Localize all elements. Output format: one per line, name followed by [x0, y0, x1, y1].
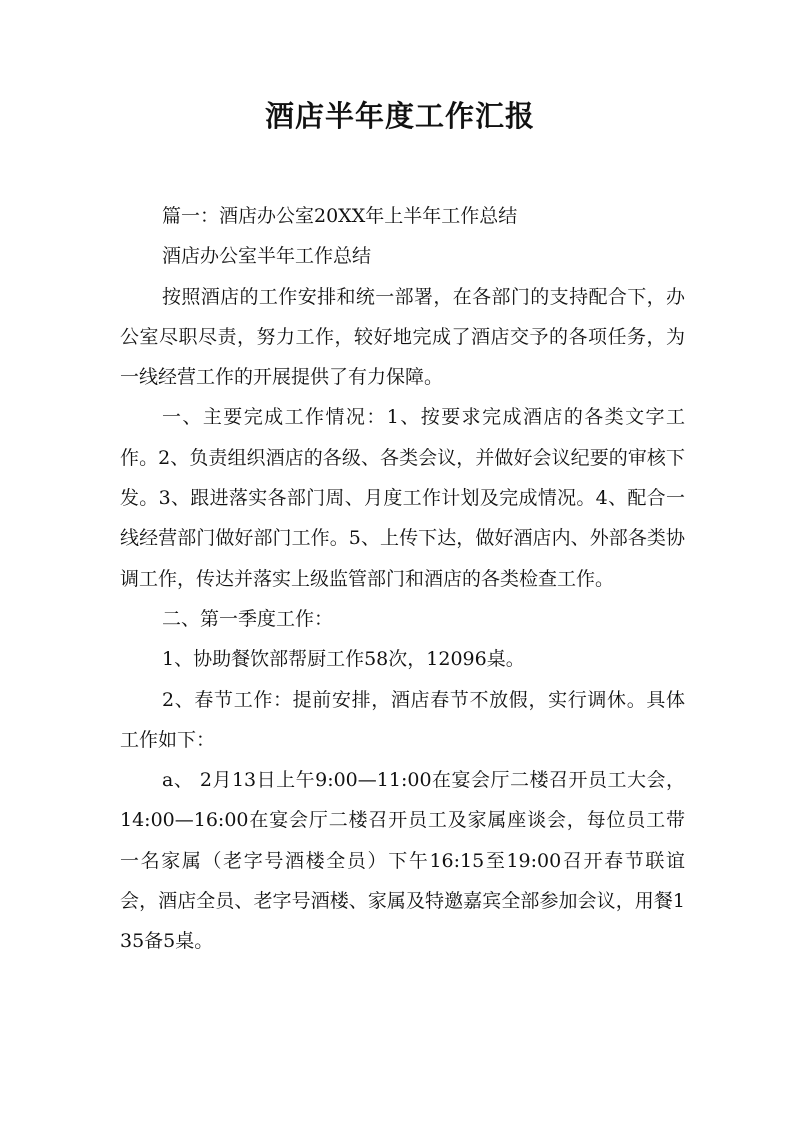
document-body	[120, 196, 685, 962]
first-quarter-heading: 二、第一季度工作：	[162, 607, 334, 630]
main-work-paragraph: 一、主要完成工作情况：1、按要求完成酒店的各类文字工作。2、负责组织酒店的各级、各类会议，并做好会议纪要的审核下发。3、跟进落实各部门周、月度工作计划及完成情况。4、配合一线经营部门做好部门工作。5、上传下达，做好酒店内、外部各类协调工作，传达并落实上级监管部门和酒店的各类检查工作。	[120, 406, 685, 590]
staff-meeting-paragraph: a、 2月13日上午9:00—11:00在宴会厅二楼召开员工大会，14:00—16:00在宴会厅二楼召开员工及家属座谈会，每位员工带一名家属（老字号酒楼全员）下午16:15至19:00召开春节联谊会，酒店全员、老字号酒楼、家属及特邀嘉宾全部参加会议，用餐135备5桌。	[120, 769, 685, 953]
spring-festival-paragraph: 2、春节工作：提前安排，酒店春节不放假，实行调休。具体工作如下：	[120, 688, 685, 751]
catering-assist-paragraph: 1、协助餐饮部帮厨工作58次，12096桌。	[162, 648, 525, 671]
document-title: 酒店半年度工作汇报	[264, 99, 535, 133]
subtitle-paragraph: 酒店办公室半年工作总结	[162, 245, 372, 268]
section-heading-part-one: 篇一：酒店办公室20XX年上半年工作总结	[162, 205, 518, 227]
intro-paragraph: 按照酒店的工作安排和统一部署，在各部门的支持配合下，办公室尽职尽责，努力工作，较好地完成了酒店交予的各项任务，为一线经营工作的开展提供了有力保障。	[120, 285, 685, 389]
